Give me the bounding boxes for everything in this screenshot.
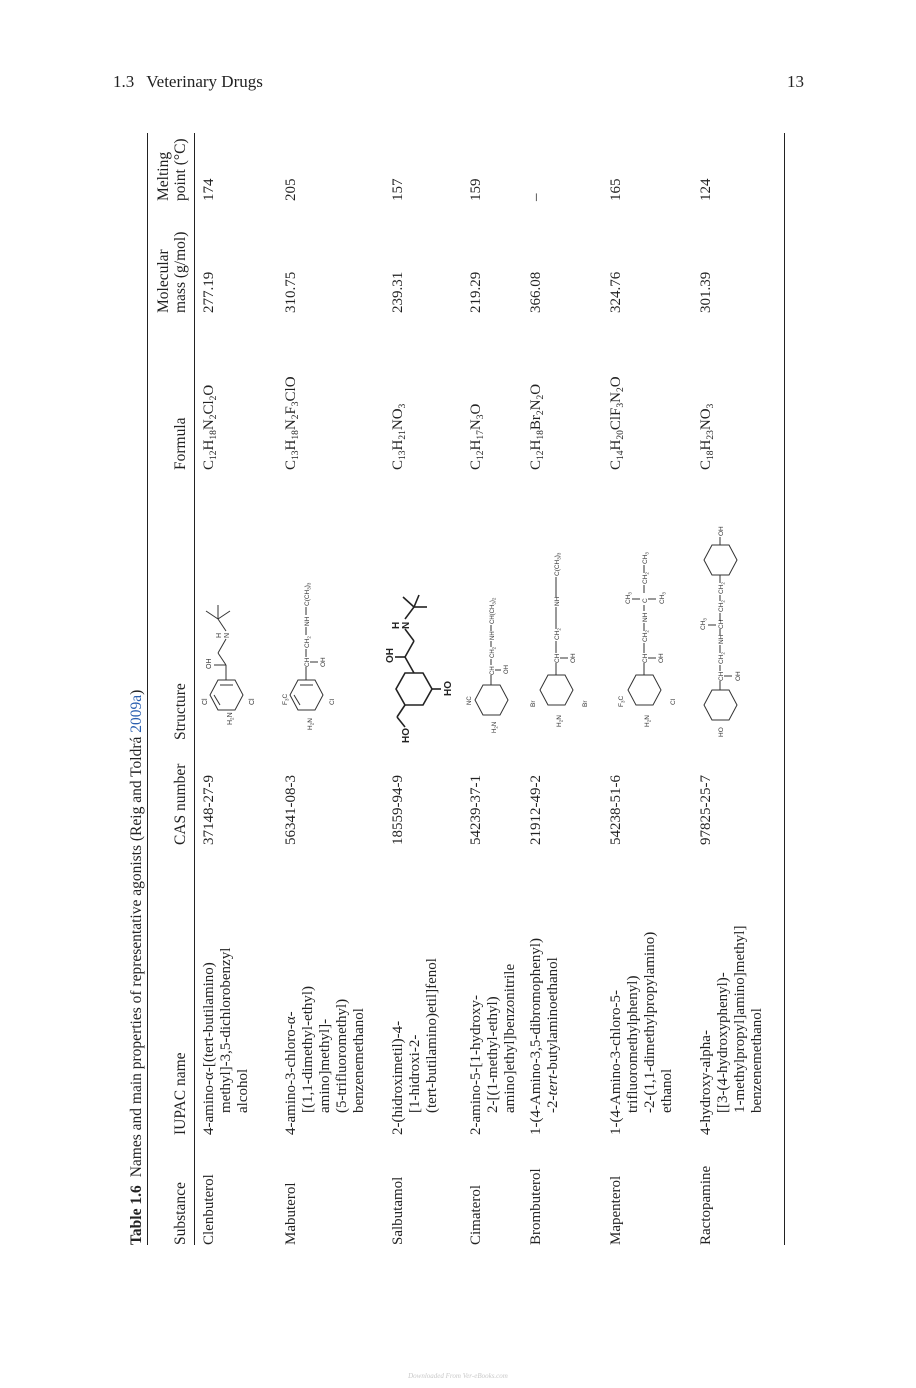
iupac-cell: 4-amino-α-[(tert-butilamino) methyl]-3,5-dichlorobenzyl alcohol (201, 947, 251, 1135)
header-mass-2: mass (g/mol) (172, 231, 189, 313)
svg-text:OH: OH (320, 657, 327, 667)
formula-cell: $C_{18}H_{23}NO_3$ (698, 403, 716, 470)
table-label: Table 1.6 (128, 1185, 145, 1245)
svg-text:OH: OH (206, 658, 213, 669)
header-formula: Formula (172, 417, 189, 470)
svg-text:H: H (391, 621, 402, 629)
svg-text:N: N (401, 621, 412, 629)
svg-text:NC: NC (467, 696, 473, 705)
substance-cell: Brombuterol (528, 1168, 544, 1245)
cas-cell: 37148-27-9 (201, 775, 217, 845)
svg-text:Br: Br (530, 700, 537, 707)
svg-text:F3C: $F_3C$ (282, 693, 290, 705)
svg-text:CH2: $CH_2$ (490, 646, 497, 658)
iupac-cell: 4-hydroxy-alpha- [[3-(4-hydroxyphenyl)- 1-methylpropyl]amino]methyl] benzenemethanol (698, 925, 765, 1135)
svg-text:NH: NH (554, 596, 561, 606)
substance-cell: Cimaterol (468, 1185, 484, 1245)
header-mass-1: Molecular (155, 249, 172, 313)
svg-text:H: H (216, 632, 223, 638)
header-melting-2: point (°C) (172, 138, 189, 201)
top-rule (147, 133, 148, 1245)
svg-text:CH2: $CH_2$ (718, 652, 726, 664)
svg-text:CH: CH (554, 653, 561, 663)
svg-text:H2N: $H_2N$ (556, 715, 564, 727)
mass-cell: 324.76 (608, 271, 624, 313)
svg-text:NH: NH (718, 634, 725, 644)
header-structure: Structure (172, 683, 189, 740)
footer-watermark: Downloaded From Ver-eBooks.com (408, 1372, 508, 1380)
substance-cell: Salbutamol (390, 1176, 406, 1245)
svg-text:C(CH3)3: $C(CH_3)_3$ (554, 552, 562, 576)
iupac-cell: 2-amino-5-[1-hydroxy- 2-[(1-methyl-ethyl) amino]ethyl]benzonitrile (468, 963, 518, 1135)
structure-mabuterol (278, 475, 348, 745)
svg-text:CH: CH (718, 671, 725, 681)
cas-cell: 56341-08-3 (283, 775, 299, 845)
svg-text:CH: CH (490, 666, 496, 675)
svg-text:H2N: $H_2N$ (307, 718, 315, 730)
melting-cell: 157 (390, 178, 406, 201)
rotated-table (128, 125, 788, 1245)
svg-text:CH: CH (718, 619, 725, 629)
mass-cell: 310.75 (283, 271, 299, 313)
iupac-cell: 1-(4-Amino-3,5-dibromophenyl) -2-tert-butylaminoethanol (528, 937, 561, 1135)
svg-text:CH2: $CH_2$ (554, 628, 562, 640)
section-title: Veterinary Drugs (146, 72, 263, 91)
svg-text:HO: HO (718, 727, 725, 737)
svg-text:H2N: $H_2N$ (492, 721, 499, 733)
svg-text:F3C: $F_3C$ (618, 695, 626, 707)
structure-mapenterol (606, 475, 696, 745)
header-iupac: IUPAC name (172, 1052, 189, 1135)
svg-text:CH: CH (642, 653, 649, 663)
svg-text:CH2: $CH_2$ (642, 630, 650, 642)
svg-text:HO: HO (443, 681, 454, 696)
running-header (113, 72, 263, 92)
melting-cell: 124 (698, 178, 714, 201)
svg-text:HO: HO (401, 728, 412, 743)
svg-text:NH: NH (490, 631, 496, 640)
svg-text:CH3: $CH_3$ (642, 552, 650, 564)
svg-text:CH(CH3)2: $CH(CH_3)_2$ (490, 597, 497, 624)
substance-cell: Mapenterol (608, 1175, 624, 1245)
caption-end: ) (128, 689, 145, 695)
structure-cimaterol (463, 485, 528, 745)
iupac-cell: 1-(4-Amino-3-chloro-5- trifluoromethylphenyl) -2-(1,1-dimethylpropylamino) ethanol (608, 931, 675, 1135)
svg-text:N: N (224, 632, 231, 638)
cas-cell: 54238-51-6 (608, 775, 624, 845)
svg-text:OH: OH (718, 526, 725, 536)
header-cas: CAS number (172, 763, 189, 845)
svg-text:CH3: $CH_3$ (659, 592, 667, 604)
svg-text:CH: CH (304, 657, 311, 667)
mass-cell: 219.29 (468, 271, 484, 313)
section-number: 1.3 (113, 72, 135, 91)
svg-text:Br: Br (582, 700, 589, 707)
melting-cell: 205 (283, 178, 299, 201)
svg-text:OH: OH (658, 653, 665, 663)
melting-cell: 159 (468, 178, 484, 201)
melting-cell: 165 (608, 178, 624, 201)
substance-cell: Ractopamine (698, 1165, 714, 1245)
svg-text:Cl: Cl (249, 698, 256, 705)
mass-cell: 239.31 (390, 271, 406, 313)
svg-text:CH2: $CH_2$ (304, 636, 312, 648)
iupac-cell: 2-(hidroximetil)-4- [1-hidroxi-2- (tert-butilamino)etil]fenol (390, 958, 440, 1135)
melting-cell: 174 (201, 178, 217, 201)
citation-link[interactable]: 2009a (128, 694, 145, 733)
cas-cell: 97825-25-7 (698, 775, 714, 845)
svg-text:H2N: $H_2N$ (227, 712, 235, 725)
structure-salbutamol (383, 485, 458, 745)
cas-cell: 18559-94-9 (390, 775, 406, 845)
svg-text:OH: OH (385, 648, 396, 663)
formula-cell: $C_{12}H_{17}N_3O$ (468, 403, 486, 470)
header-substance: Substance (172, 1182, 189, 1245)
svg-text:CH2: $CH_2$ (718, 600, 726, 612)
svg-text:OH: OH (570, 653, 577, 663)
formula-cell: $C_{13}H_{18}N_2F_3ClO$ (283, 376, 301, 470)
substance-cell: Mabuterol (283, 1182, 299, 1245)
structure-ractopamine (690, 465, 755, 745)
svg-text:Cl: Cl (329, 698, 336, 705)
svg-text:C(CH3)3: $C(CH_3)_3$ (304, 582, 312, 606)
formula-cell: $C_{14}H_{20}ClF_3N_2O$ (608, 376, 626, 470)
caption-text: Names and main properties of representative agonists (Reig and Toldrá (128, 732, 145, 1178)
formula-cell: $C_{12}H_{18}N_2Cl_2O$ (201, 384, 219, 470)
structure-clenbuterol (198, 485, 268, 745)
svg-text:OH: OH (735, 671, 742, 681)
formula-cell: $C_{13}H_{21}NO_3$ (390, 403, 408, 470)
page-number: 13 (787, 72, 804, 91)
svg-text:H2N: $H_2N$ (644, 715, 652, 727)
svg-text:NH: NH (304, 616, 311, 626)
svg-text:OH: OH (504, 665, 510, 674)
mass-cell: 366.08 (528, 271, 544, 313)
substance-cell: Clenbuterol (201, 1174, 217, 1245)
svg-text:NH: NH (642, 612, 649, 622)
svg-text:CH3: $CH_3$ (700, 618, 708, 630)
cas-cell: 54239-37-1 (468, 775, 484, 845)
iupac-cell: 4-amino-3-chloro-α- [(1,1-dimethyl-ethyl) amino]methyl]- (5-trifluoromethyl) benzenemethanol (283, 985, 367, 1135)
svg-text:Cl: Cl (670, 698, 677, 705)
cas-cell: 21912-49-2 (528, 775, 544, 845)
formula-cell: $C_{12}H_{18}Br_2N_2O$ (528, 383, 546, 470)
svg-text:CH2: $CH_2$ (718, 582, 726, 594)
table-caption (128, 690, 146, 1245)
svg-text:CH2: $CH_2$ (642, 572, 650, 584)
structure-brombuterol (523, 475, 603, 745)
mass-cell: 301.39 (698, 271, 714, 313)
mass-cell: 277.19 (201, 271, 217, 313)
svg-text:C: C (642, 598, 649, 603)
header-rule (194, 133, 195, 1245)
svg-text:CH3: $CH_3$ (625, 592, 633, 604)
bottom-rule (784, 133, 785, 1245)
melting-cell: – (528, 193, 544, 201)
header-melting-1: Melting (155, 151, 172, 201)
svg-text:Cl: Cl (202, 698, 209, 705)
